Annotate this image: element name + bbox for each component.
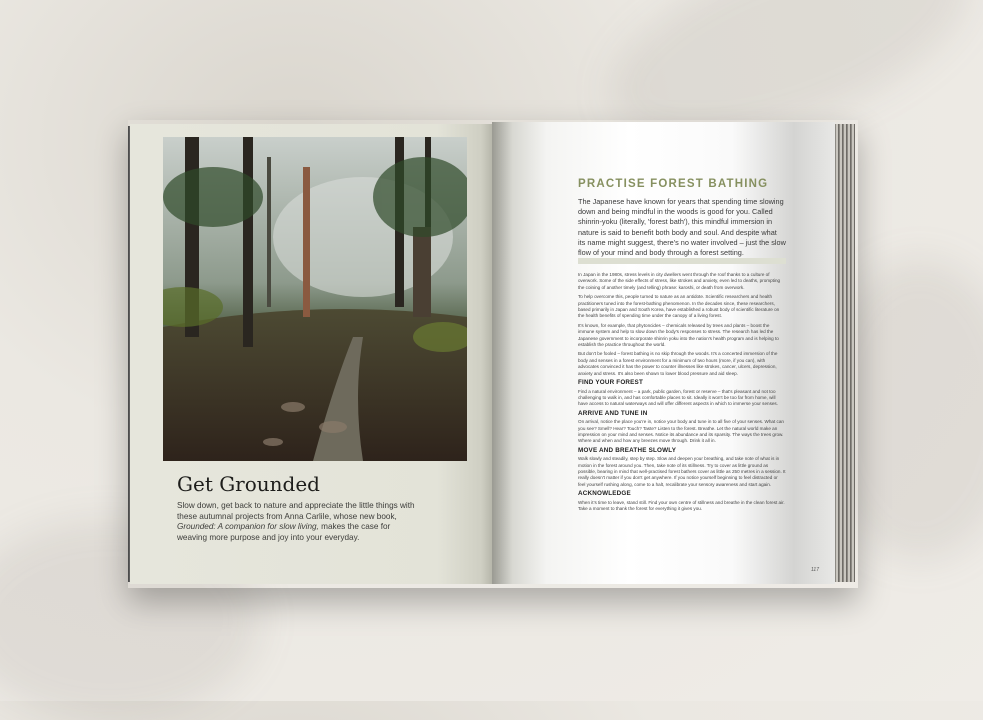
article-title: Get Grounded <box>177 472 320 496</box>
paragraph: To help overcome this, people turned to nature as an antidote. Scientific researchers and health practitioners tuned into the forest-bathing phenomenon. In the decades since, these researchers, based primarily in Japan and South Korea, have established a robust body of scientific literature on the health benefits of spending time under the canopy of a living forest. <box>578 294 780 319</box>
intro-text: makes the case for weaving more purpose and joy into your everyday. <box>177 522 391 542</box>
paragraph: Find a natural environment – a park, public garden, forest or reserve – that's pleasant and not too challenging to walk in, and has comfortable places to sit. Ideally it won't be too far from home, will have access to natural waterways and will offer different aspects in which to immerse your senses. <box>578 388 779 407</box>
paragraph: When it's time to leave, stand still. Find your own centre of stillness and breathe in the clean forest air. Take a moment to thank the forest for everything it gives you. <box>578 499 785 511</box>
book-title: Grounded: A companion for slow living, <box>177 522 319 532</box>
body-text <box>578 272 786 515</box>
intro-text: Slow down, get back to nature and appreciate the little things with these autumnal projects from Anna Carlile, whose new book, <box>177 501 415 521</box>
paragraph: On arrival, notice the place you're in, notice your body and tune in to all five of your senses. What can you see? Smell? Hear? Touch? Taste? Listen to the forest. Breathe. Let the natural world make an impression on your mind and senses. Notice its abundance and its sparsity. The ways the trees grow. Where and when and how any breezes move through. Drink it all in. <box>578 419 784 444</box>
paragraph: Walk slowly and steadily, step by step. Slow and deepen your breathing, and take note of what is in motion in the forest around you. Then, take note of its stillness. Try to cover as little ground as possible, bearing in mind that well-practised forest bathers cover as little as 250 metres in a session. It really doesn't matter if you don't get anywhere. If you notice yourself beginning to feel distracted or feel yourself rushing along, come to a halt, recalibrate your sensory awareness and start again. <box>578 456 786 487</box>
subheading: FIND YOUR FOREST <box>578 379 644 387</box>
divider-bar <box>578 258 786 264</box>
subheading: ACKNOWLEDGE <box>578 490 631 498</box>
section-heading: PRACTISE FOREST BATHING <box>578 178 769 190</box>
page-stack-edge <box>835 124 855 582</box>
paragraph: But don't be fooled – forest bathing is no skip through the woods. It's a concerted immersion of the body and senses in a forest environment for a minimum of two hours (more, if you can), with advocates convinced it has the power to counter illnesses like strokes, cancer, ulcers, depression, anxiety and stress. It's also been shown to lower blood pressure and aid sleep. <box>578 351 778 376</box>
paragraph: It's known, for example, that phytoncides – chemicals released by trees and plants – boost the immune system and help to slow down the body's responses to stress. The research has led the Japanese government to incorporate shinrin yoku into the nation's health program and is helping to establish the practice throughout the world. <box>578 322 779 348</box>
article-intro <box>177 501 422 543</box>
subheading: MOVE AND BREATHE SLOWLY <box>578 446 677 454</box>
page-number: 117 <box>811 567 819 573</box>
subheading: ARRIVE AND TUNE IN <box>578 409 648 417</box>
paragraph: In Japan in the 1980s, stress levels in city dwellers went through the roof thanks to a culture of overwork. Some of the side effects of stress, like strokes and anxiety, even led to deaths, prompting the coining of another timely (and telling) phrase: karoshi, or death from overwork. <box>578 272 781 290</box>
forest-trail-photo <box>163 137 467 461</box>
lede-paragraph: The Japanese have known for years that spending time slowing down and being mindful in the woods is good for you. Called shinrin-yoku (literally, 'forest bath'), this mindful immersion in nature is said to benefit both body and soul. And despite what its name might suggest, there's no water involved – just the slow flow of your mind and body through a forest setting. <box>578 197 786 258</box>
